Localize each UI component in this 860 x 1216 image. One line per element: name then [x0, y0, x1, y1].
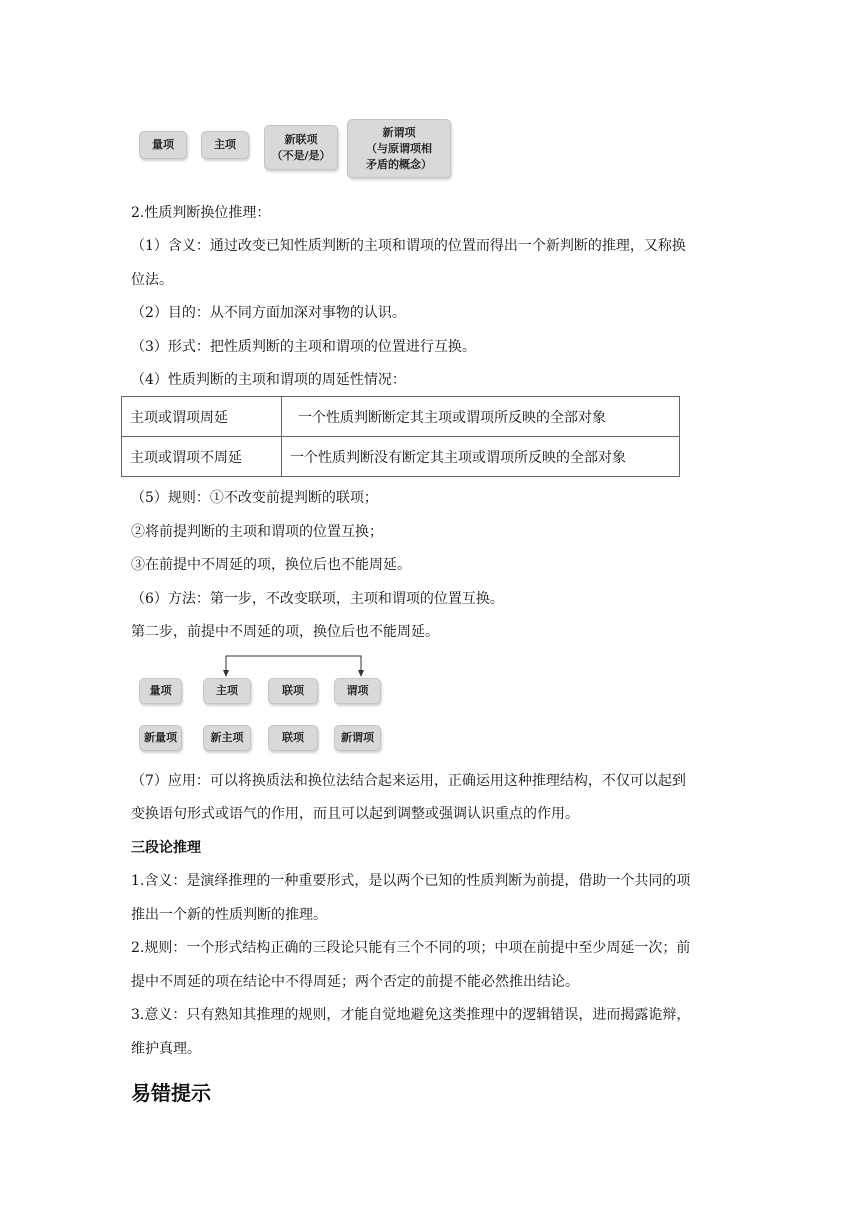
table-row — [122, 397, 680, 437]
diagram-box-new-predicate: 新谓项 （与原谓项相 矛盾的概念） — [347, 119, 451, 178]
distribution-table — [121, 396, 680, 477]
rule-1: （5）规则：①不改变前提判断的联项； — [131, 490, 378, 506]
diagram-box-subject: 主项 — [201, 131, 249, 159]
table-cell-desc: 一个性质判断断定其主项或谓项所反映的全部对象 — [282, 397, 680, 437]
diagram2-box-quantity: 量项 — [139, 678, 182, 704]
application-line1: （7）应用：可以将换质法和换位法结合起来运用，正确运用这种推理结构，不仅可以起到 — [131, 773, 686, 789]
syllogism-significance-line1: 3.意义：只有熟知其推理的规则，才能自觉地避免这类推理中的逻辑错误，进而揭露诡辩， — [131, 1007, 691, 1023]
diagram2-box-new-quantity: 新量项 — [139, 725, 182, 751]
table-cell-term: 主项或谓项不周延 — [122, 437, 282, 477]
table-cell-term: 主项或谓项周延 — [122, 397, 282, 437]
table-cell-desc: 一个性质判断没有断定其主项或谓项所反映的全部对象 — [282, 437, 680, 477]
diagram2-box-copula: 联项 — [268, 678, 318, 704]
diagram2-box-new-predicate: 新谓项 — [334, 725, 381, 751]
diagram2-box-subject: 主项 — [203, 678, 251, 704]
syllogism-title: 三段论推理 — [131, 840, 201, 856]
syllogism-meaning-line1: 1.含义：是演绎推理的一种重要形式，是以两个已知的性质判断为前提，借助一个共同的项 — [131, 873, 691, 889]
diagram-box-quantity: 量项 — [139, 131, 187, 159]
item-meaning-line2: 位法。 — [131, 272, 173, 288]
diagram-box-new-copula: 新联项 （不是/是） — [264, 125, 338, 170]
rule-2: ②将前提判断的主项和谓项的位置互换； — [131, 524, 383, 540]
section-title-conversion: 2.性质判断换位推理： — [131, 205, 271, 221]
syllogism-significance-line2: 维护真理。 — [131, 1041, 201, 1057]
item-form: （3）形式：把性质判断的主项和谓项的位置进行互换。 — [131, 339, 476, 355]
diagram2-box-copula-2: 联项 — [268, 725, 318, 751]
table-row — [122, 437, 680, 477]
diagram2-box-predicate: 谓项 — [334, 678, 381, 704]
syllogism-rules-line1: 2.规则：一个形式结构正确的三段论只能有三个不同的项；中项在前提中至少周延一次；前 — [131, 940, 691, 956]
diagram2-box-new-subject: 新主项 — [203, 725, 251, 751]
heading-errors: 易错提示 — [131, 1081, 211, 1105]
method-step1: （6）方法：第一步，不改变联项，主项和谓项的位置互换。 — [131, 591, 504, 607]
syllogism-rules-line2: 提中不周延的项在结论中不得周延；两个否定的前提不能必然推出结论。 — [131, 974, 579, 990]
syllogism-meaning-line2: 推出一个新的性质判断的推理。 — [131, 907, 327, 923]
item-purpose: （2）目的：从不同方面加深对事物的认识。 — [131, 305, 406, 321]
method-step2: 第二步，前提中不周延的项，换位后也不能周延。 — [131, 624, 439, 640]
application-line2: 变换语句形式或语气的作用，而且可以起到调整或强调认识重点的作用。 — [131, 806, 579, 822]
rule-3: ③在前提中不周延的项，换位后也不能周延。 — [131, 557, 411, 573]
item-distribution: （4）性质判断的主项和谓项的周延性情况： — [131, 372, 406, 388]
item-meaning-line1: （1）含义：通过改变已知性质判断的主项和谓项的位置而得出一个新判断的推理，又称换 — [131, 238, 686, 254]
swap-arrow-icon — [215, 652, 375, 678]
